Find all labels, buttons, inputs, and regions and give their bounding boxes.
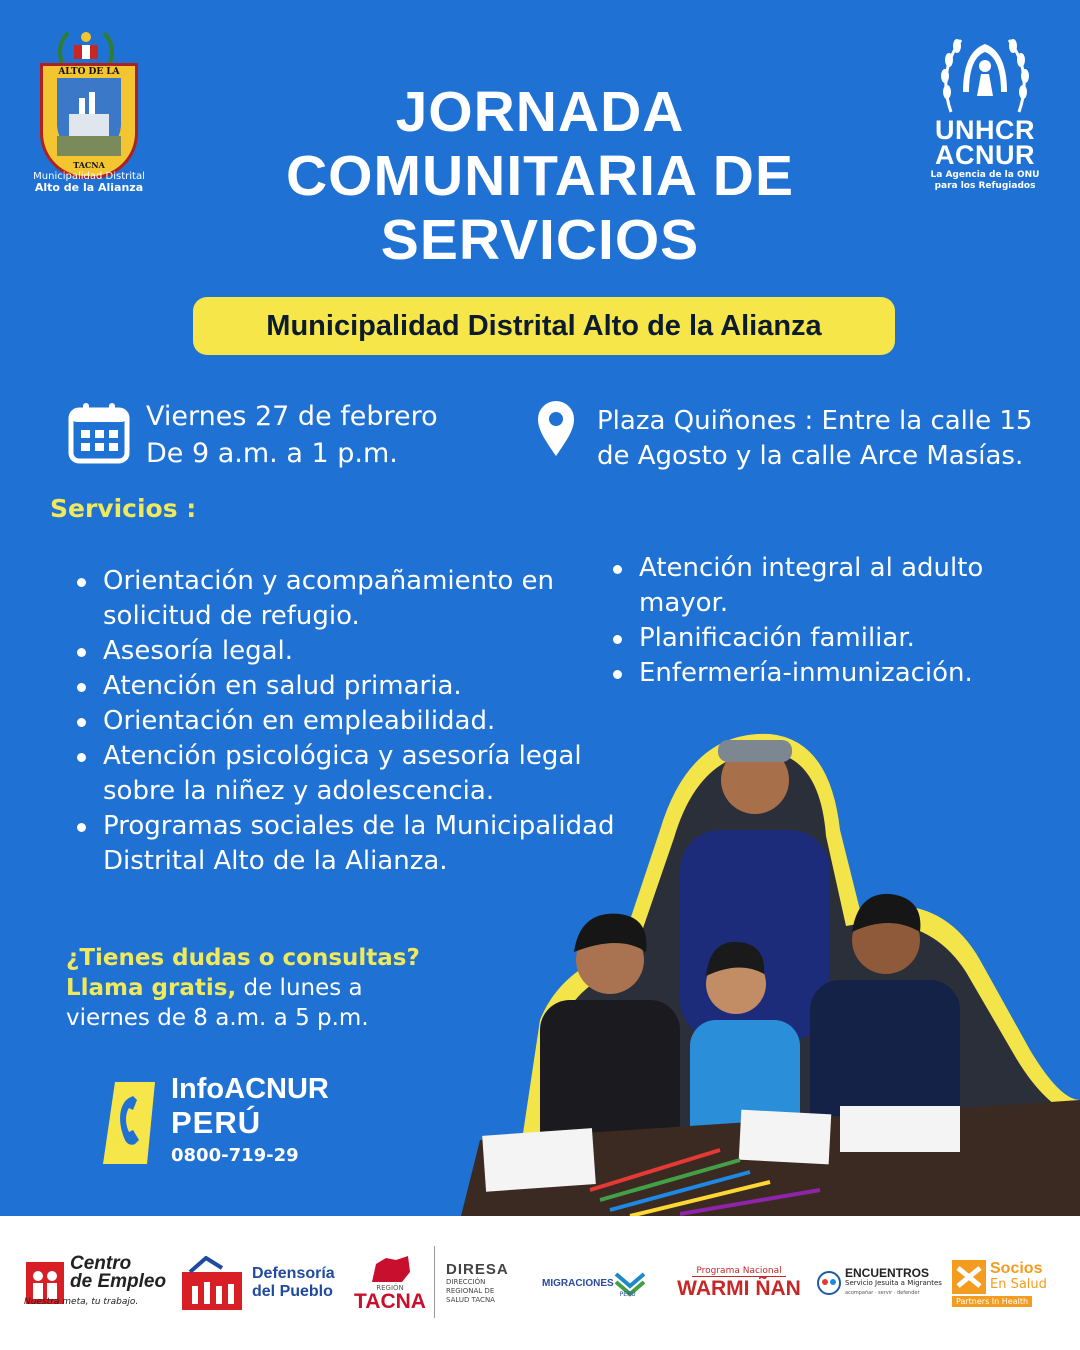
partner-logos-footer <box>0 1216 1080 1350</box>
encuentros-logo <box>816 1216 942 1350</box>
contact-hours-line1: de lunes a <box>236 975 363 1001</box>
centro-empleo-line1: Centro <box>70 1253 132 1274</box>
services-heading: Servicios : <box>50 494 197 523</box>
list-item: Orientación y acompañamiento en solicitud de refugio. <box>75 564 635 634</box>
diresa-line2: REGIONAL DE <box>446 1287 495 1295</box>
region-tacna-logo <box>350 1216 430 1350</box>
list-item: Orientación en empleabilidad. <box>75 704 635 739</box>
defensoria-line2: del Pueblo <box>252 1283 333 1300</box>
migraciones-logo <box>542 1216 662 1350</box>
list-item: Programas sociales de la Municipalidad Distrital Alto de la Alianza. <box>75 809 635 879</box>
event-date-line1: Viernes 27 de febrero <box>146 401 438 432</box>
shield-bottom-text: TACNA <box>73 160 105 170</box>
laurel-crown-icon <box>54 27 118 67</box>
centro-empleo-line2: de Empleo <box>70 1271 167 1292</box>
socios-line2: En Salud <box>990 1276 1047 1292</box>
socios-en-salud-logo <box>952 1216 1062 1350</box>
diresa-line3: SALUD TACNA <box>446 1296 495 1304</box>
contact-hours-line2: viernes de 8 a.m. a 5 p.m. <box>66 1005 369 1031</box>
encuentros-icon <box>816 1270 842 1296</box>
unhcr-sub-line2: para los Refugiados <box>934 181 1036 191</box>
diresa-logo <box>446 1216 536 1350</box>
title-line1: JORNADA <box>395 80 685 144</box>
event-place-line2: de Agosto y la calle Arce Masías. <box>597 441 1024 471</box>
defensoria-icon <box>182 1256 244 1310</box>
centro-empleo-tagline: Nuestra meta, tu trabajo. <box>24 1297 139 1307</box>
unhcr-emblem-icon <box>937 32 1033 116</box>
socios-line1: Socios <box>990 1259 1043 1277</box>
list-item: Planificación familiar. <box>611 621 1051 656</box>
socios-line3: Partners In Health <box>952 1296 1032 1307</box>
defensoria-line1: Defensoría <box>252 1265 335 1282</box>
encuentros-name: ENCUENTROS <box>845 1266 930 1280</box>
infoacnur-phone-link[interactable]: 0800-719-29 <box>171 1145 299 1166</box>
list-item: Atención psicológica y asesoría legal sobre la niñez y adolescencia. <box>75 739 635 809</box>
unhcr-logo <box>920 32 1050 202</box>
adult-figure <box>680 830 830 1040</box>
shield-top-text: ALTO DE LA <box>58 67 120 77</box>
unhcr-subtitle <box>920 170 1050 192</box>
title-line2: COMUNITARIA DE <box>286 144 794 208</box>
title-line3: SERVICIOS <box>380 208 700 272</box>
migraciones-country: PERÚ <box>619 1290 636 1298</box>
monument-icon <box>57 78 121 156</box>
unhcr-sub-line1: La Agencia de la ONU <box>930 170 1040 180</box>
unhcr-name-line1: UNHCR <box>935 115 1035 145</box>
services-list-right <box>611 551 1051 691</box>
event-place <box>597 404 1047 474</box>
socios-en-salud-icon <box>952 1260 986 1294</box>
phone-handset-icon <box>95 1078 165 1168</box>
municipality-caption-line2: Alto de la Alianza <box>34 181 144 194</box>
municipality-shield <box>40 63 138 179</box>
region-small-label: REGIÓN <box>376 1284 404 1292</box>
warmi-nan-logo <box>676 1216 802 1350</box>
family-photo <box>420 720 1080 1220</box>
municipality-caption <box>30 171 148 193</box>
contact-question: ¿Tienes dudas o consultas? <box>66 945 420 971</box>
list-item: Asesoría legal. <box>75 634 635 669</box>
divider <box>434 1246 435 1318</box>
organizer-badge: Municipalidad Distrital Alto de la Alianza <box>193 297 895 355</box>
defensoria-logo <box>182 1216 342 1350</box>
region-tacna-map-icon <box>366 1254 414 1284</box>
municipality-logo <box>30 25 148 195</box>
migraciones-name: MIGRACIONES <box>542 1277 614 1289</box>
shield-image <box>57 78 121 156</box>
warmi-top: Programa Nacional <box>692 1266 785 1277</box>
list-item: Atención integral al adulto mayor. <box>611 551 1051 621</box>
calendar-icon <box>68 402 130 464</box>
list-item: Enfermería-inmunización. <box>611 656 1051 691</box>
contact-call: Llama gratis, <box>66 975 237 1001</box>
infoacnur-country: PERÚ <box>171 1105 262 1140</box>
encuentros-tag: acompañar · servir · defender <box>845 1290 920 1296</box>
centro-empleo-logo <box>24 1216 174 1350</box>
cap <box>718 740 792 762</box>
event-place-line1: Plaza Quiñones : Entre la calle 15 <box>597 406 1033 436</box>
unhcr-name-line2: ACNUR <box>935 140 1035 170</box>
location-pin-icon <box>535 398 577 458</box>
infoacnur-brand: InfoACNUR <box>171 1073 329 1105</box>
diresa-title: DIRESA <box>446 1261 509 1278</box>
diresa-line1: DIRECCIÓN <box>446 1278 486 1286</box>
municipality-caption-line1: Municipalidad Distrital <box>33 171 145 182</box>
unhcr-name <box>920 115 1050 170</box>
encuentros-sub: Servicio Jesuita a Migrantes <box>845 1279 942 1287</box>
list-item: Atención en salud primaria. <box>75 669 635 704</box>
warmi-name: WARMI ÑAN <box>677 1276 801 1300</box>
page-title <box>170 80 910 272</box>
region-name: TACNA <box>354 1290 426 1313</box>
event-date <box>146 398 438 472</box>
event-date-line2: De 9 a.m. a 1 p.m. <box>146 438 398 469</box>
